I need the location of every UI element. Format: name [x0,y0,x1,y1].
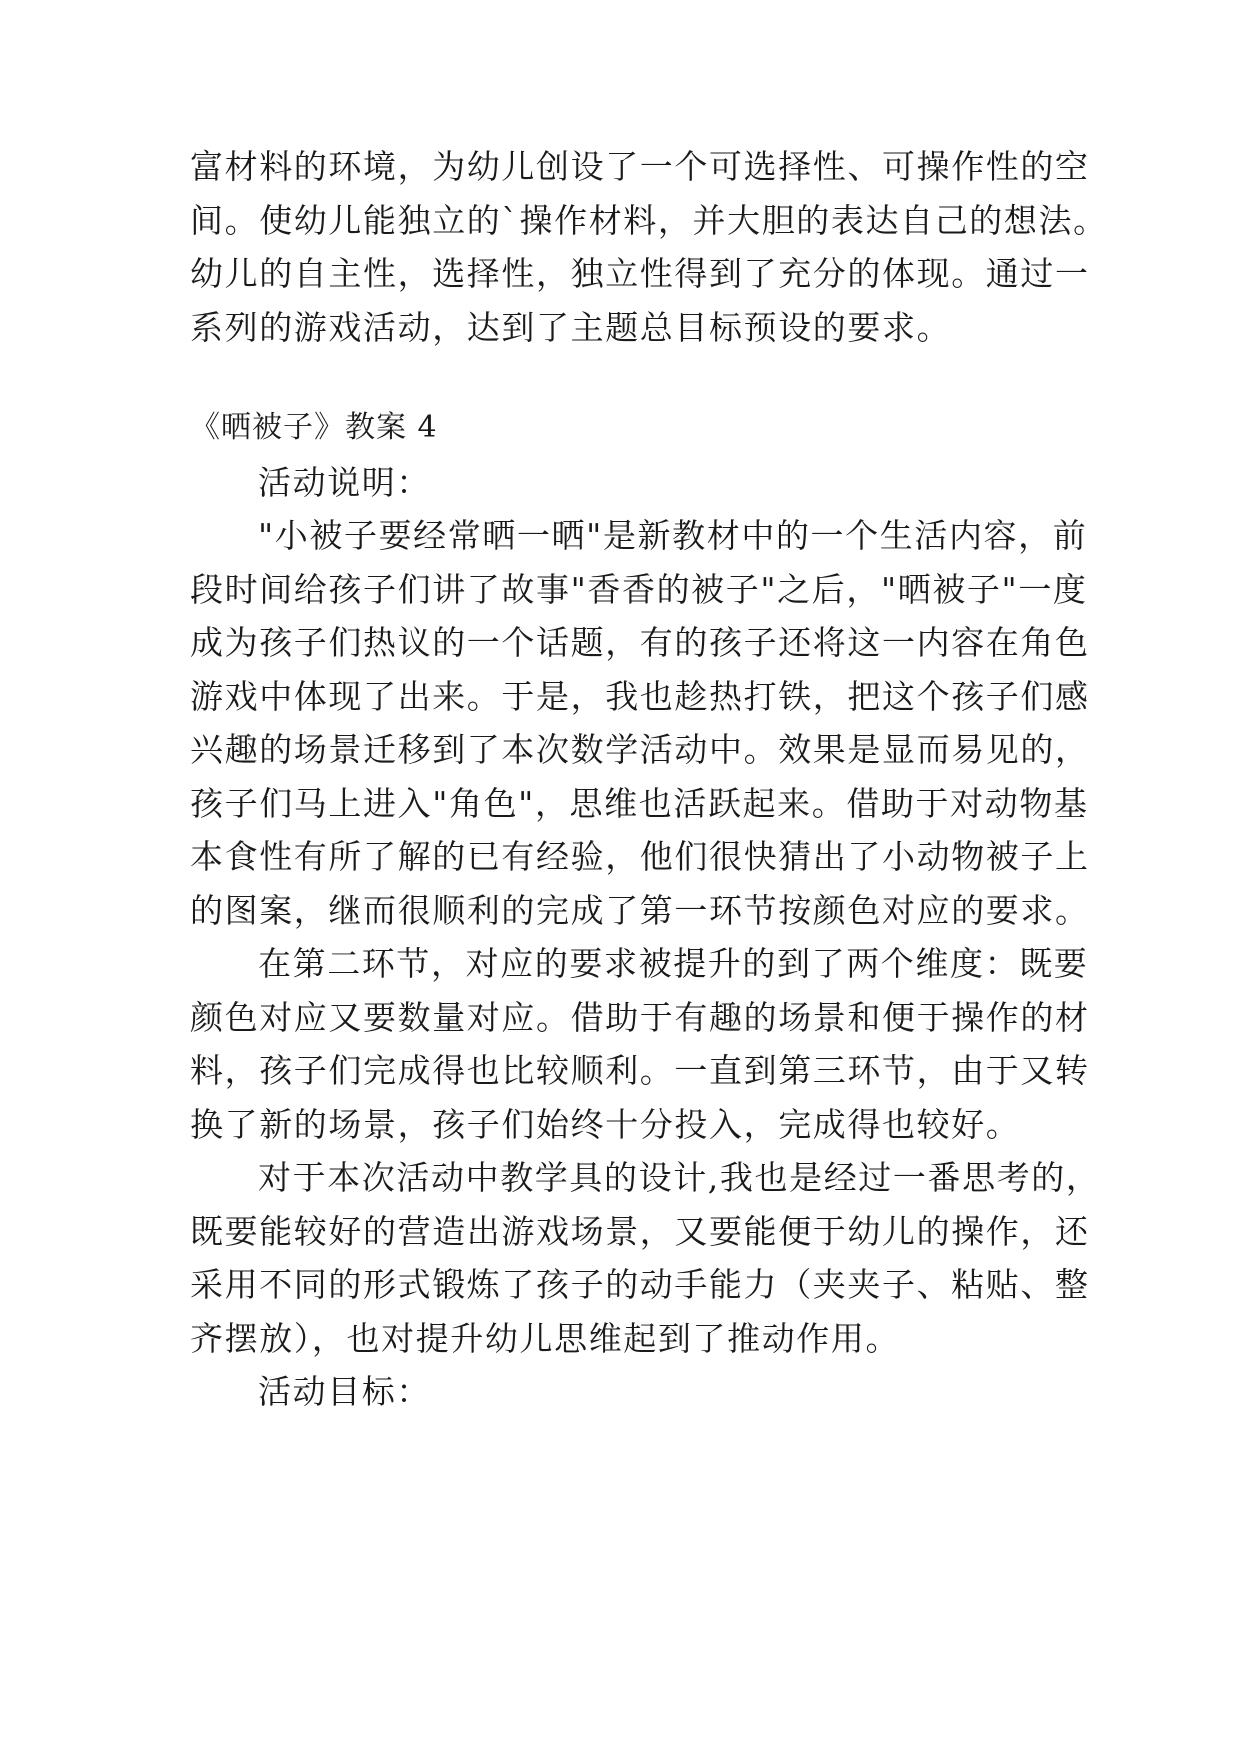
paragraph-1-line-5: 兴趣的场景迁移到了本次数学活动中。效果是显而易见的， [190,730,1090,769]
intro-line-3: 幼儿的自主性，选择性，独立性得到了充分的体现。通过一 [190,254,1090,293]
paragraph-1-line-7: 本食性有所了解的已有经验，他们很快猜出了小动物被子上 [190,837,1090,876]
paragraph-1-line-4: 游戏中体现了出来。于是，我也趁热打铁，把这个孩子们感 [190,677,1090,716]
intro-line-1: 富材料的环境，为幼儿创设了一个可选择性、可操作性的空 [190,147,1090,186]
intro-line-4: 系列的游戏活动，达到了主题总目标预设的要求。 [190,308,952,347]
paragraph-1-line-1: "小被子要经常晒一晒"是新教材中的一个生活内容，前 [258,516,1088,555]
paragraph-1-line-3: 成为孩子们热议的一个话题，有的孩子还将这一内容在角色 [190,623,1090,662]
paragraph-2-line-1: 在第二环节，对应的要求被提升的到了两个维度：既要 [258,944,1089,983]
paragraph-2-line-3: 料，孩子们完成得也比较顺利。一直到第三环节，由于又转 [190,1051,1090,1090]
paragraph-1-line-8: 的图案，继而很顺利的完成了第一环节按颜色对应的要求。 [190,891,1090,930]
paragraph-3-line-2: 既要能较好的营造出游戏场景，又要能便于幼儿的操作，还 [190,1212,1090,1251]
paragraph-1-line-6: 孩子们马上进入"角色"，思维也活跃起来。借助于对动物基 [190,784,1089,823]
paragraph-3-line-3: 采用不同的形式锻炼了孩子的动手能力（夹夹子、粘贴、整 [190,1265,1090,1304]
paragraph-3-line-1: 对于本次活动中教学具的设计,我也是经过一番思考的， [258,1158,1101,1197]
paragraph-3-line-4: 齐摆放），也对提升幼儿思维起到了推动作用。 [190,1319,901,1358]
section-title: 《晒被子》教案 4 [190,410,438,445]
paragraph-2-line-2: 颜色对应又要数量对应。借助于有趣的场景和便于操作的材 [190,998,1090,1037]
paragraph-1-line-2: 段时间给孩子们讲了故事"香香的被子"之后，"晒被子"一度 [190,570,1088,609]
activity-intro-label: 活动说明： [258,463,431,502]
activity-goal-label: 活动目标： [258,1372,431,1411]
paragraph-2-line-4: 换了新的场景，孩子们始终十分投入，完成得也较好。 [190,1105,1021,1144]
intro-line-2: 间。使幼儿能独立的`操作材料，并大胆的表达自己的想法。 [190,201,1108,240]
